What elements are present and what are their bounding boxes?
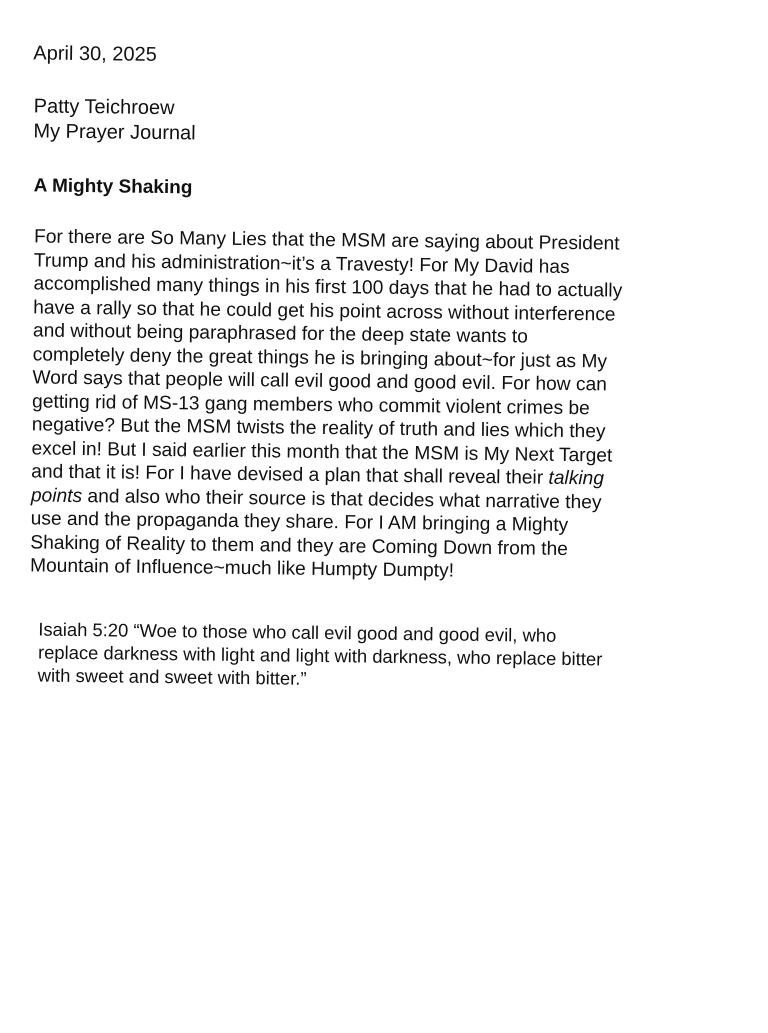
body-line: accomplished many things in his first 100 days that he had to actually: [33, 273, 623, 302]
author-name: Patty Teichroew: [33, 95, 175, 120]
body-line: Word says that people will call evil good and good evil. For how can: [32, 367, 608, 396]
body-line: use and the propaganda they share. For I AM bringing a Mighty: [30, 508, 569, 536]
body-line: negative? But the MSM twists the reality of truth and lies which they: [31, 414, 606, 443]
italic-phrase: points: [30, 484, 83, 507]
scripture-line: replace darkness with light and light with darkness, who replace bitter: [37, 641, 603, 670]
body-line-text: and also who their source is that decides what narrative they: [82, 485, 602, 513]
body-line: Mountain of Influence~much like Humpty Dumpty!: [29, 555, 455, 582]
scripture-quote: [38, 618, 719, 695]
scripture-line: with sweet and sweet with bitter.”: [37, 664, 307, 689]
body-line: completely deny the great things he is bringing about~for just as My: [32, 343, 608, 372]
body-line: Trump and his administration~it’s a Travesty! For My David has: [33, 249, 570, 278]
entry-date: April 30, 2025: [33, 42, 157, 66]
body-line: For there are So Many Lies that the MSM are saying about President: [33, 226, 620, 255]
body-line-text: and that it is! For I have devised a plan that shall reveal their: [31, 461, 549, 489]
entry-body: [30, 225, 714, 586]
body-line: have a rally so that he could get his point across without interference: [33, 296, 616, 326]
author-block: [33, 94, 196, 146]
entry-title: A Mighty Shaking: [33, 175, 193, 199]
italic-phrase: talking: [548, 467, 605, 490]
body-line: and without being paraphrased for the deep state wants to: [32, 320, 529, 348]
body-line: excel in! But I said earlier this month that the MSM is My Next Target: [31, 437, 613, 467]
body-line: getting rid of MS-13 gang members who commit violent crimes be: [31, 390, 590, 419]
scripture-line: Isaiah 5:20 “Woe to those who call evil good and good evil, who: [38, 618, 557, 646]
body-line: Shaking of Reality to them and they are Coming Down from the: [30, 531, 568, 560]
journal-name: My Prayer Journal: [33, 120, 196, 145]
